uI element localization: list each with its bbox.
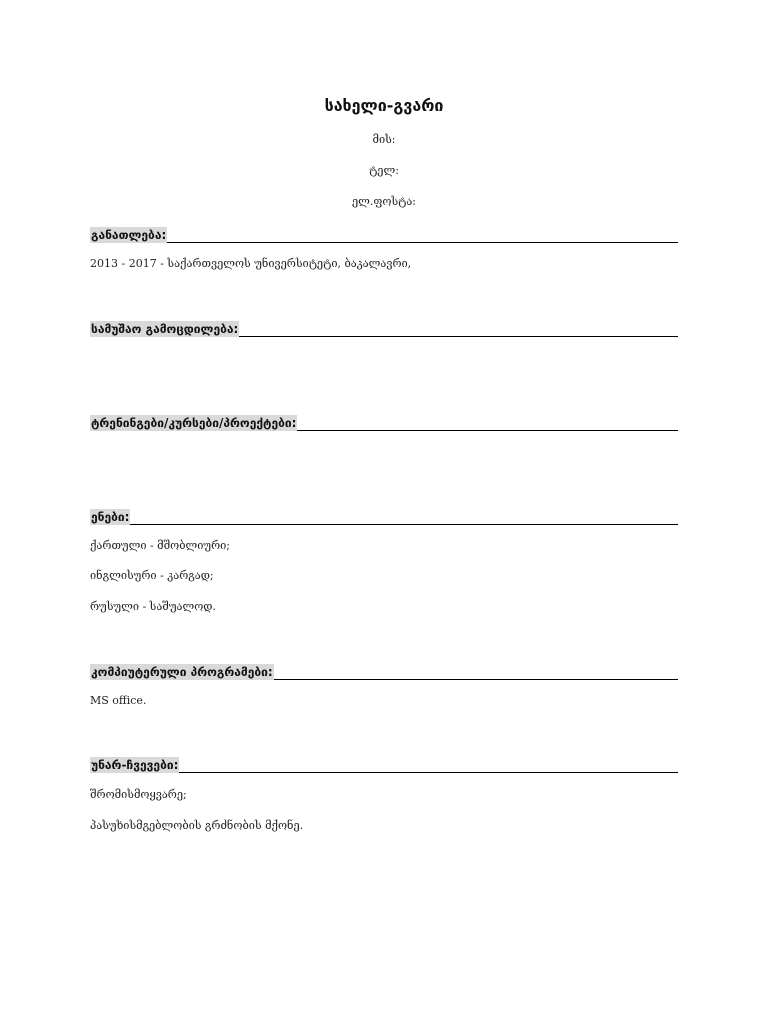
section-heading-trainings	[90, 412, 678, 431]
section-heading-education	[90, 224, 678, 243]
section-heading-software	[90, 661, 678, 680]
section-title: სამუშაო გამოცდილება:	[91, 322, 239, 336]
address-line: მის:	[372, 133, 396, 146]
email-line: ელ.ფოსტა:	[352, 195, 416, 208]
section-heading-experience	[90, 318, 678, 337]
section-title: ტრენინგები/კურსები/პროექტები:	[91, 416, 297, 430]
phone-line: ტელ:	[369, 164, 399, 177]
section-heading-languages	[90, 506, 678, 525]
section-title: კომპიუტერული პროგრამები:	[91, 665, 273, 679]
skill-item: შრომისმოყვარე;	[90, 788, 187, 801]
language-item: ქართული - მშობლიური;	[90, 539, 231, 552]
skill-item: პასუხისმგებლობის გრძნობის მქონე.	[90, 819, 304, 832]
section-heading-skills	[90, 754, 678, 773]
section-title: უნარ-ჩვევები:	[91, 758, 179, 772]
language-item: რუსული - საშუალოდ.	[90, 600, 216, 613]
language-item: ინგლისური - კარგად;	[90, 569, 214, 582]
education-item: 2013 - 2017 - საქართველოს უნივერსიტეტი, ბაკალავრი,	[90, 257, 412, 270]
page-title: სახელი-გვარი	[324, 96, 444, 115]
section-title: განათლება:	[91, 228, 167, 242]
software-item: MS office.	[90, 694, 147, 707]
section-title: ენები:	[91, 510, 130, 524]
